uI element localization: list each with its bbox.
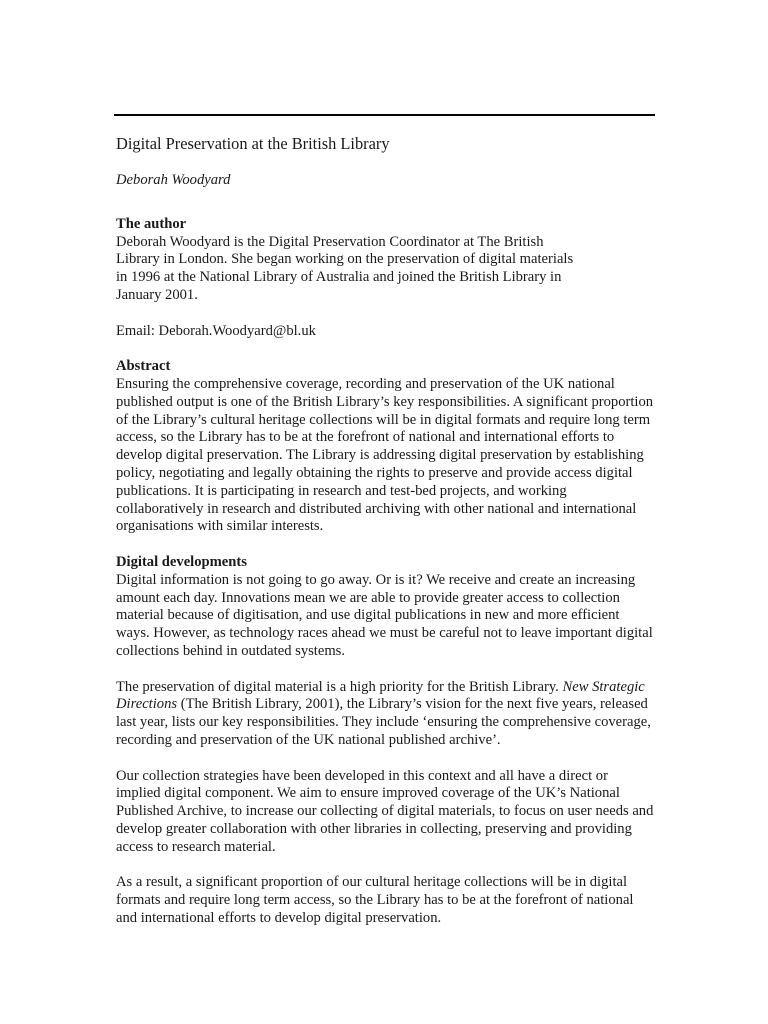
digital-paragraph-1: Digital information is not going to go away. Or is it? We receive and create an increasing amount each day. Innovations mean we are able to provide greater access to collection material because of digitisation, and use digital publications in new and more efficient ways. However, as technology races ahead we must be careful not to leave important digital collections behind in outdated systems. (116, 571, 653, 659)
digital-paragraph-4: As a result, a significant proportion of our cultural heritage collections will be in digital formats and require long term access, so the Library has to be at the forefront of national and international efforts to develop digital preservation. (116, 874, 634, 926)
abstract-heading: Abstract (116, 358, 171, 375)
abstract-text: Ensuring the comprehensive coverage, recording and preservation of the UK national published output is one of the British Library’s key responsibilities. A significant proportion of the Library’s cultural heritage collections will be in digital formats and require long term access, so the Library has to be at the forefront of national and international efforts to develop digital preservation. The Library is addressing digital preservation by establishing policy, negotiating and legally obtaining the rights to preserve and provide access digital publications. It is participating in research and test-bed projects, and working collaboratively in research and distributed archiving with other national and international organisations with similar interests. (116, 375, 654, 535)
digital-paragraph-3: Our collection strategies have been developed in this context and all have a direct or implied digital component. We aim to ensure improved coverage of the UK’s National Published Archive, to increase our collecting of digital materials, to focus on user needs and develop greater collaboration with other libraries in collecting, preserving and providing access to research material. (116, 767, 654, 855)
author-email: Email: Deborah.Woodyard@bl.uk (116, 322, 316, 339)
digital-developments-heading: Digital developments (116, 553, 247, 570)
author-heading: The author (116, 215, 187, 232)
header-rule (114, 114, 655, 116)
digital-paragraph-2-start: The preservation of digital material is a high priority for the British Library. (116, 678, 563, 695)
strategic-directions-title: New Strategic Directions (116, 678, 645, 713)
document-author: Deborah Woodyard (116, 172, 231, 188)
digital-paragraph-2 (116, 679, 656, 750)
author-bio: Deborah Woodyard is the Digital Preservation Coordinator at The British Library in London. She began working on the preservation of digital materials in 1996 at the National Library of Australia and joined the British Library in January 2001. (116, 233, 574, 303)
document-title: Digital Preservation at the British Library (116, 134, 390, 153)
digital-paragraph-2-end: (The British Library, 2001), the Library’s vision for the next five years, released last year, lists our key responsibilities. They include ‘ensuring the comprehensive coverage, recording and preservation of the UK national published archive’. (116, 696, 651, 748)
document-body (116, 134, 656, 945)
